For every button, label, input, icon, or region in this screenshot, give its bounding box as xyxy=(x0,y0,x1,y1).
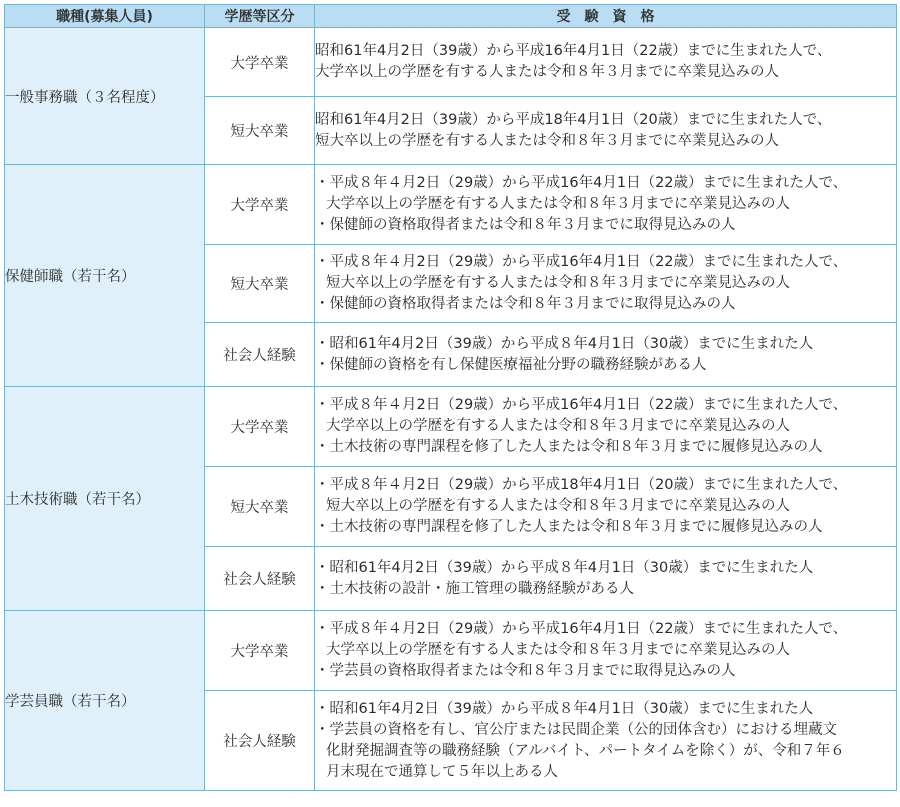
category-cell: 社会人経験 xyxy=(205,323,315,387)
requirement-line: ・土木技術の専門課程を修了した人または令和８年３月までに履修見込みの人 xyxy=(315,439,823,455)
requirement-line: 短大卒以上の学歴を有する人または令和８年３月までに卒業見込みの人 xyxy=(326,498,790,514)
requirement-line: ・平成８年４月2日（29歳）から平成16年4月1日（22歳）までに生まれた人で、 xyxy=(315,254,848,270)
requirement-line: ・平成８年４月2日（29歳）から平成18年4月1日（20歳）までに生まれた人で、 xyxy=(315,477,848,493)
requirement-cell xyxy=(315,165,897,245)
table-row xyxy=(5,387,897,467)
qualification-table xyxy=(4,4,897,791)
requirement-cell xyxy=(315,97,897,165)
requirement-cell xyxy=(315,691,897,791)
header-education: 学歴等区分 xyxy=(205,5,315,28)
requirement-line: ・昭和61年4月2日（39歳）から平成８年4月1日（30歳）までに生まれた人 xyxy=(315,700,814,717)
table-row xyxy=(5,165,897,245)
header-job: 職種(募集人員) xyxy=(5,5,205,28)
requirement-line: ・平成８年４月2日（29歳）から平成16年4月1日（22歳）までに生まれた人で、 xyxy=(315,621,848,637)
category-cell: 社会人経験 xyxy=(205,547,315,611)
requirement-line: 昭和61年4月2日（39歳）から平成18年4月1日（20歳）までに生まれた人で、 xyxy=(315,111,832,128)
table-row xyxy=(5,28,897,97)
category-cell: 大学卒業 xyxy=(205,611,315,691)
header-qualification: 受 験 資 格 xyxy=(315,5,897,28)
category-cell: 社会人経験 xyxy=(205,691,315,791)
job-cell: 一般事務職（３名程度） xyxy=(5,28,205,165)
category-cell: 短大卒業 xyxy=(205,245,315,323)
requirement-line: 短大卒以上の学歴を有する人または令和８年３月までに卒業見込みの人 xyxy=(315,132,779,149)
requirement-line: 昭和61年4月2日（39歳）から平成16年4月1日（22歳）までに生まれた人で、 xyxy=(315,43,832,59)
requirement-line: 大学卒以上の学歴を有する人または令和８年３月までに卒業見込みの人 xyxy=(315,64,779,80)
requirement-cell xyxy=(315,323,897,387)
requirement-line: ・昭和61年4月2日（39歳）から平成８年4月1日（30歳）までに生まれた人 xyxy=(315,335,814,352)
requirement-line: 大学卒以上の学歴を有する人または令和８年３月までに卒業見込みの人 xyxy=(326,418,790,434)
requirement-line: ・平成８年４月2日（29歳）から平成16年4月1日（22歳）までに生まれた人で、 xyxy=(315,175,848,191)
requirement-line: ・学芸員の資格取得者または令和８年３月までに取得見込みの人 xyxy=(315,663,736,679)
requirement-line: 短大卒以上の学歴を有する人または令和８年３月までに卒業見込みの人 xyxy=(326,275,790,291)
category-cell: 大学卒業 xyxy=(205,165,315,245)
requirement-cell xyxy=(315,467,897,547)
requirement-line: 大学卒以上の学歴を有する人または令和８年３月までに卒業見込みの人 xyxy=(326,642,790,658)
requirement-line: ・土木技術の設計・施工管理の職務経験がある人 xyxy=(315,580,634,597)
requirement-line: ・学芸員の資格を有し、官公庁または民間企業（公的団体含む）における埋蔵文 xyxy=(315,721,837,738)
category-cell: 大学卒業 xyxy=(205,28,315,97)
requirement-cell xyxy=(315,611,897,691)
job-cell: 保健師職（若干名） xyxy=(5,165,205,387)
requirement-cell xyxy=(315,547,897,611)
requirement-line: ・土木技術の専門課程を修了した人または令和８年３月までに履修見込みの人 xyxy=(315,519,823,535)
table-row xyxy=(5,611,897,691)
requirement-line: ・平成８年４月2日（29歳）から平成16年4月1日（22歳）までに生まれた人で、 xyxy=(315,397,848,413)
header-row xyxy=(5,5,897,28)
requirement-line: ・昭和61年4月2日（39歳）から平成８年4月1日（30歳）までに生まれた人 xyxy=(315,559,814,576)
job-cell: 土木技術職（若干名） xyxy=(5,387,205,611)
requirement-line: 大学卒以上の学歴を有する人または令和８年３月までに卒業見込みの人 xyxy=(326,196,790,212)
category-cell: 短大卒業 xyxy=(205,467,315,547)
requirement-line: ・保健師の資格取得者または令和８年３月までに取得見込みの人 xyxy=(315,296,736,312)
category-cell: 大学卒業 xyxy=(205,387,315,467)
requirement-cell xyxy=(315,387,897,467)
requirement-cell xyxy=(315,245,897,323)
job-cell: 学芸員職（若干名） xyxy=(5,611,205,791)
category-cell: 短大卒業 xyxy=(205,97,315,165)
requirement-line: ・保健師の資格取得者または令和８年３月までに取得見込みの人 xyxy=(315,217,736,233)
requirement-cell xyxy=(315,28,897,97)
requirement-line: 月末現在で通算して５年以上ある人 xyxy=(326,763,558,780)
requirement-line: ・保健師の資格を有し保健医療福祉分野の職務経験がある人 xyxy=(315,356,707,373)
requirement-line: 化財発掘調査等の職務経験（アルバイト、パートタイムを除く）が、令和７年６ xyxy=(326,742,845,759)
